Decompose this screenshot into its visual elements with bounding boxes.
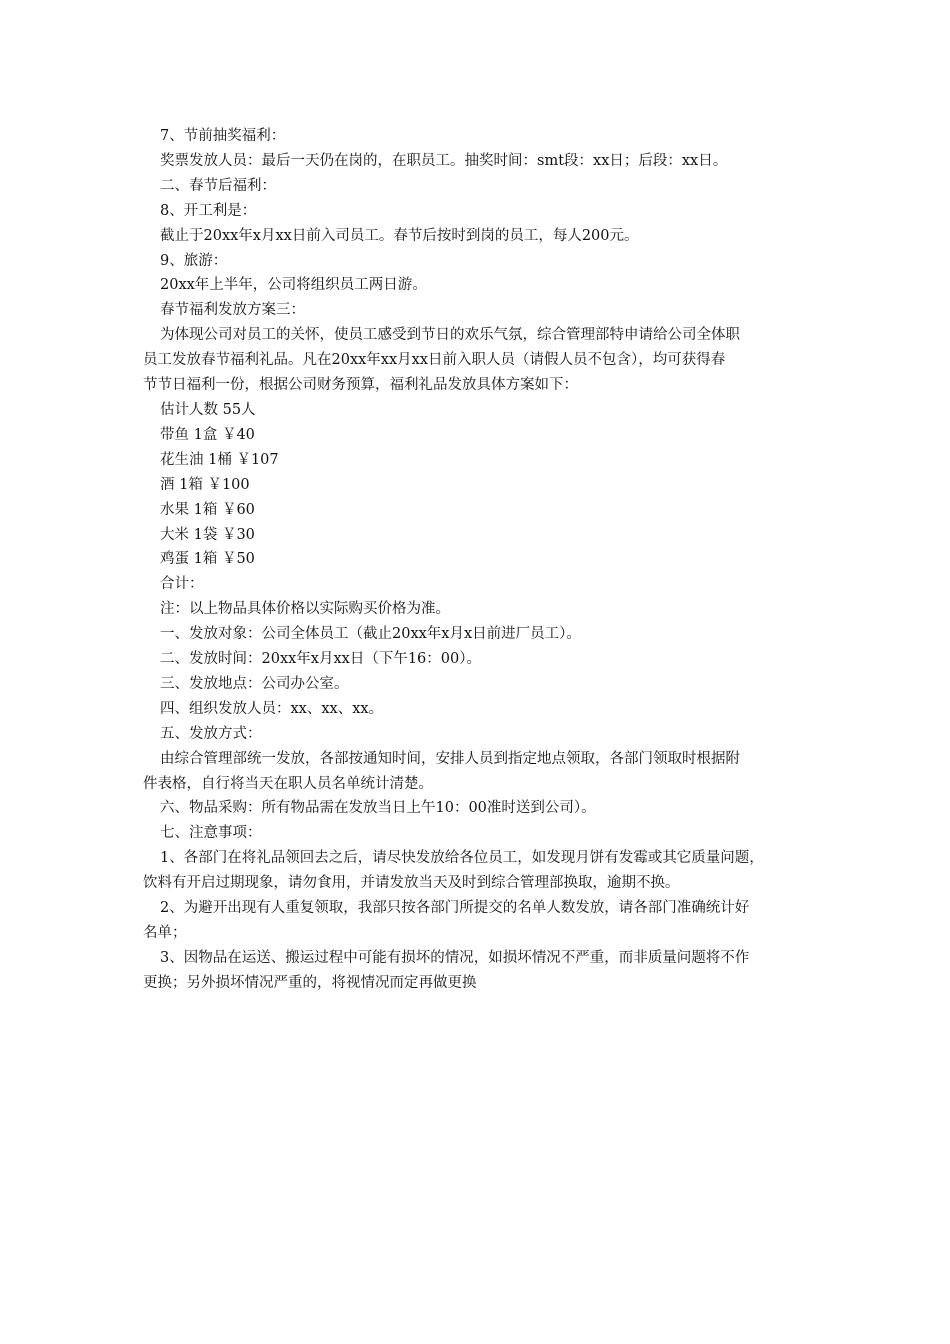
paragraph-line: 2、为避开出现有人重复领取，我部只按各部门所提交的名单人数发放，请各部门准确统计好 [160,900,750,917]
paragraph-line: 为体现公司对员工的关怀，使员工感受到节日的欢乐气氛，综合管理部特申请给公司全体职 [160,327,740,344]
paragraph-line: 员工发放春节福利礼品。凡在20xx年xx月xx日前入职人员（请假人员不包含），均可获得春 [143,352,726,369]
item-line: 酒 1箱 ￥100 [160,476,250,493]
text-line: 一、发放对象：公司全体员工（截止20xx年x月x日前进厂员工）。 [160,626,581,643]
notice-paragraph-3 [143,946,815,996]
text-line: 五、发放方式： [160,725,262,742]
note-line: 注：以上物品具体价格以实际购买价格为准。 [160,601,450,618]
paragraph-line: 饮料有开启过期现象，请勿食用，并请发放当天及时到综合管理部换取，逾期不换。 [143,875,680,892]
paragraph-line: 件表格，自行将当天在职人员名单统计清楚。 [143,775,433,792]
section-heading: 二、春节后福利： [160,177,276,194]
item-line: 鸡蛋 1箱 ￥50 [160,551,255,568]
text-line: 三、发放地点：公司办公室。 [160,675,349,692]
intro-paragraph [143,323,815,398]
paragraph-line: 节节日福利一份，根据公司财务预算，福利礼品发放具体方案如下： [143,377,578,394]
distribution-paragraph [143,747,815,797]
text-line: 截止于20xx年x月xx日前入司员工。春节后按时到岗的员工，每人200元。 [160,227,639,244]
text-line: 8、开工利是： [160,202,257,219]
notice-paragraph-1 [143,846,815,896]
text-line: 七、注意事项： [160,825,262,842]
item-line: 水果 1箱 ￥60 [160,501,255,518]
item-line: 带鱼 1盒 ￥40 [160,426,255,443]
text-line: 六、物品采购：所有物品需在发放当日上午10：00准时送到公司）。 [160,800,596,817]
paragraph-line: 名单； [143,925,187,941]
paragraph-line: 由综合管理部统一发放，各部按通知时间，安排人员到指定地点领取，各部门领取时根据附 [160,750,740,767]
text-line: 7、节前抽奖福利： [160,128,286,144]
headcount-line: 估计人数 55人 [160,401,256,418]
text-line: 9、旅游： [160,252,228,269]
item-line: 花生油 1桶 ￥107 [160,451,279,468]
text-line: 20xx年上半年，公司将组织员工两日游。 [160,277,427,294]
text-line: 奖票发放人员：最后一天仍在岗的，在职员工。抽奖时间：smt段：xx日；后段：xx日。 [160,152,728,169]
paragraph-line: 1、各部门在将礼品领回去之后，请尽快发放给各位员工，如发现月饼有发霉或其它质量问题， [160,850,764,867]
section-heading: 春节福利发放方案三： [160,302,305,319]
item-line: 大米 1袋 ￥30 [160,526,255,543]
notice-paragraph-2 [143,896,815,946]
paragraph-line: 更换；另外损坏情况严重的，将视情况而定再做更换 [143,974,477,991]
text-line: 二、发放时间：20xx年x月xx日（下午16：00）。 [160,651,481,668]
document-body [143,124,815,996]
total-line: 合计： [160,576,204,593]
paragraph-line: 3、因物品在运送、搬运过程中可能有损坏的情况，如损坏情况不严重，而非质量问题将不作 [160,949,750,966]
text-line: 四、组织发放人员：xx、xx、xx。 [160,700,384,717]
